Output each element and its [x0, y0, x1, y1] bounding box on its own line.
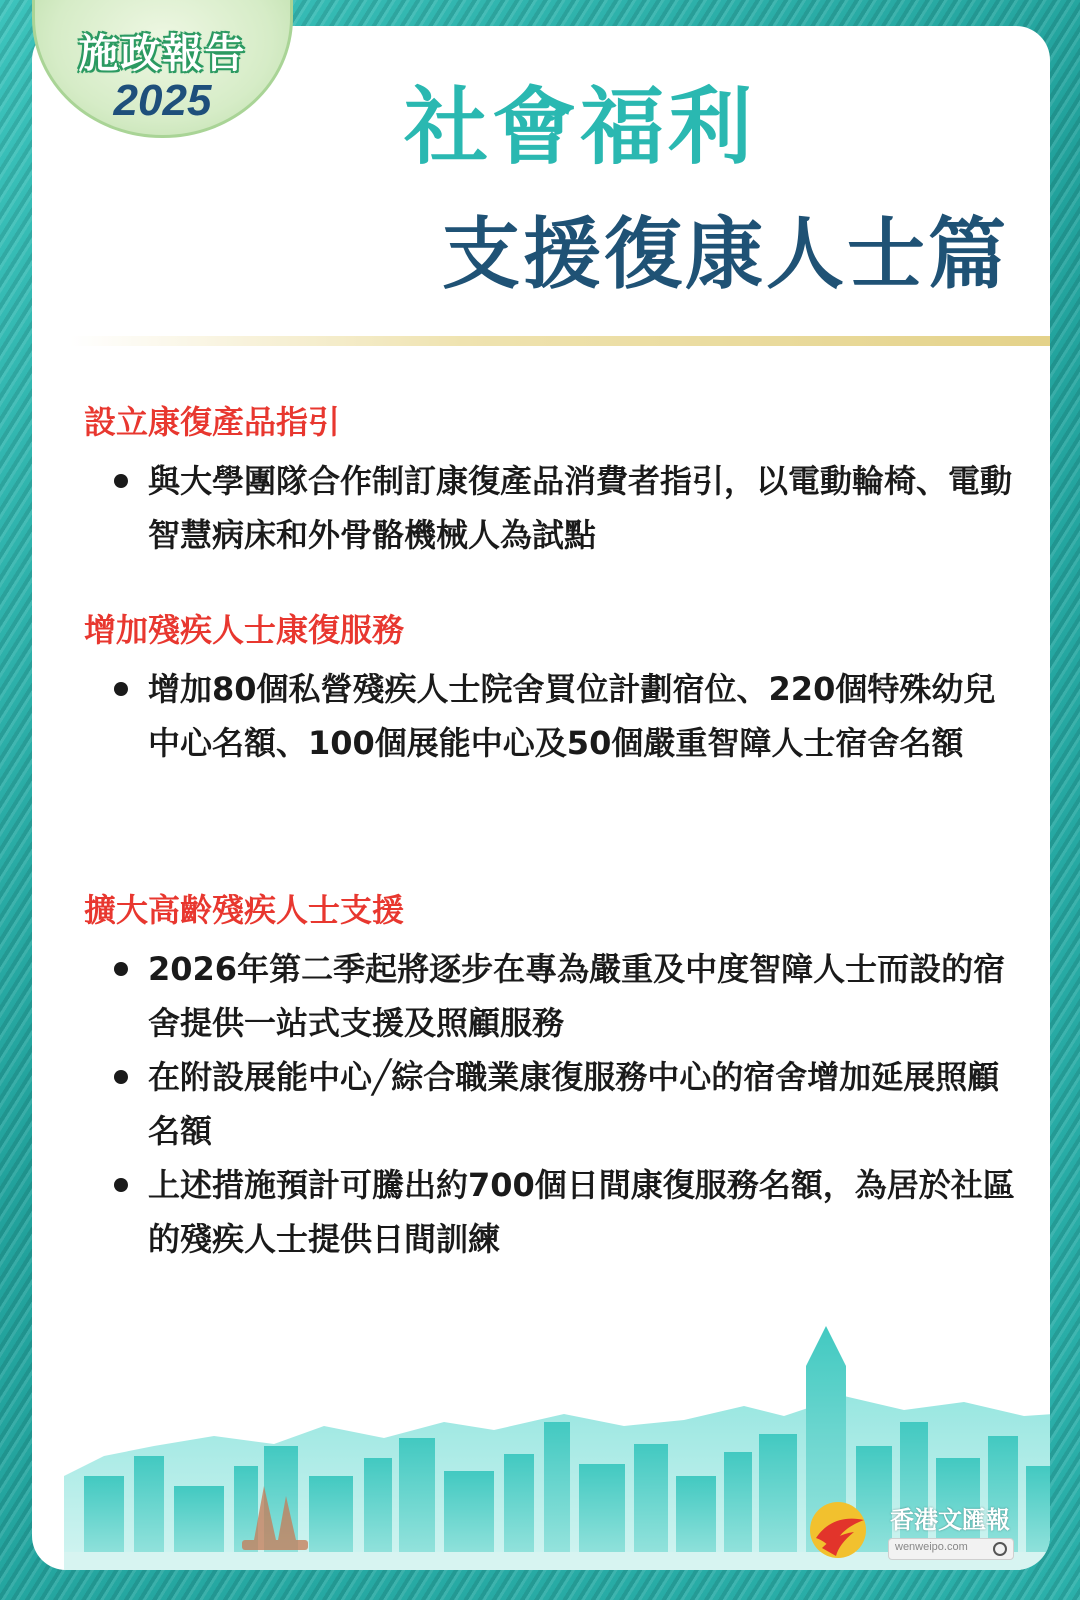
site-url: wenweipo.com: [895, 1541, 968, 1553]
newspaper-logo: [808, 1496, 1028, 1566]
search-icon: [993, 1542, 1007, 1556]
badge-year: 2025: [113, 76, 212, 125]
section-rehab-product-guide: [84, 398, 1024, 562]
site-search-box[interactable]: [888, 1538, 1014, 1560]
newspaper-name: 香港文匯報: [890, 1505, 1010, 1534]
wen-wei-po-logo-icon: [808, 1500, 868, 1560]
bullet-icon: [114, 962, 128, 976]
section-increase-rehab-services: [84, 606, 1024, 770]
section-elderly-disabled-support: [84, 886, 1024, 1266]
page-title: 社會福利: [404, 78, 757, 176]
bullet-icon: [114, 474, 128, 488]
list-item: [84, 1158, 1024, 1266]
bullet-list: [84, 454, 1024, 562]
list-item: [84, 662, 1024, 770]
list-item-text: 上述措施預計可騰出約700個日間康復服務名額，為居於社區的殘疾人士提供日間訓練: [148, 1166, 1015, 1258]
page-subtitle: 支援復康人士篇: [442, 210, 1010, 300]
title-divider: [70, 336, 1050, 346]
bullet-icon: [114, 1070, 128, 1084]
section-heading: 擴大高齡殘疾人士支援: [84, 891, 405, 929]
bullet-list: [84, 942, 1024, 1266]
badge-title: 施政報告: [78, 31, 247, 77]
list-item: [84, 942, 1024, 1050]
list-item: [84, 454, 1024, 562]
list-item-text: 增加80個私營殘疾人士院舍買位計劃宿位、220個特殊幼兒中心名額、100個展能中心及50個嚴重智障人士宿舍名額: [148, 670, 996, 762]
bullet-icon: [114, 682, 128, 696]
section-heading: 增加殘疾人士康復服務: [84, 611, 405, 649]
list-item-text: 在附設展能中心╱綜合職業康復服務中心的宿舍增加延展照顧名額: [148, 1058, 1000, 1150]
list-item-text: 與大學團隊合作制訂康復產品消費者指引，以電動輪椅、電動智慧病床和外骨骼機械人為試點: [148, 462, 1013, 554]
section-heading: 設立康復產品指引: [84, 403, 341, 441]
list-item-text: 2026年第二季起將逐步在專為嚴重及中度智障人士而設的宿舍提供一站式支援及照顧服務: [148, 950, 1006, 1042]
bullet-icon: [114, 1178, 128, 1192]
bullet-list: [84, 662, 1024, 770]
policy-address-badge: [32, 0, 293, 138]
list-item: [84, 1050, 1024, 1158]
